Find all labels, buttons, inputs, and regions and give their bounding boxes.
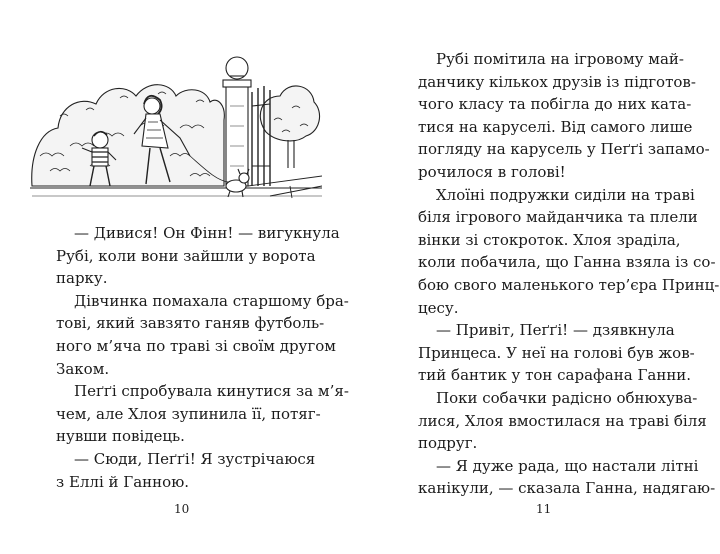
text-line: — Я дуже рада, що настали літні [436,456,699,475]
text-line: подруг. [418,434,478,453]
text-line: парку. [56,269,108,288]
text-line: коли побачила, що Ганна взяла із со- [418,253,716,272]
text-line: Поки собачки радісно обнюхува- [436,388,698,407]
text-line: — Сюди, Пеґґі! Я зустрічаюся [74,449,316,468]
text-line: чого класу та побігла до них ката- [418,95,692,114]
left-page-text [56,222,349,493]
text-line: ного м’яча по траві зі своїм другом [56,336,336,355]
text-line: Рубі помітила на ігровому май- [436,50,684,68]
park-gate-illustration [30,36,322,201]
text-line: чем, але Хлоя зупинила її, потяг- [56,404,321,423]
text-line: Пеґґі спробувала кинутися за м’я- [74,382,349,401]
right-page-text [418,48,720,500]
text-line: данчику кількох друзів із підготов- [418,72,696,91]
page-number: 10 [174,502,190,516]
text-line: погляду на карусель у Пеґґі запамо- [418,140,710,159]
page-number: 11 [536,502,552,516]
right-page [360,0,720,554]
text-line: з Еллі й Ганною. [56,472,190,491]
text-line: — Привіт, Пеґґі! — дзявкнула [436,321,675,340]
text-line: тові, який завзято ганяв футболь- [56,314,325,333]
text-line: Рубі, коли вони зайшли у ворота [56,246,316,265]
text-line: тий бантик у тон сарафана Ганни. [418,366,692,385]
text-line: нувши повідець. [56,427,185,446]
text-line: — Дивися! Он Фінн! — вигукнула [74,224,340,242]
text-line: Дівчинка помахала старшому бра- [74,291,349,310]
text-line: біля ігрового майданчика та плели [418,208,698,227]
text-line: вінки зі стокроток. Хлоя зраділа, [418,230,681,249]
text-line: цесу. [418,298,459,317]
text-line: тися на каруселі. Від самого лише [418,117,693,136]
text-line: канікули, — сказала Ганна, надягаю- [418,479,716,498]
text-line: Хлоїні подружки сиділи на траві [436,185,695,204]
text-line: лися, Хлоя вмостилася на траві біля [418,411,707,430]
text-line: Принцеса. У неї на голові був жов- [418,343,695,362]
text-line: рочилося в голові! [418,162,566,181]
text-line: Заком. [56,359,110,378]
text-line: бою свого маленького тер’єра Принц- [418,275,720,294]
